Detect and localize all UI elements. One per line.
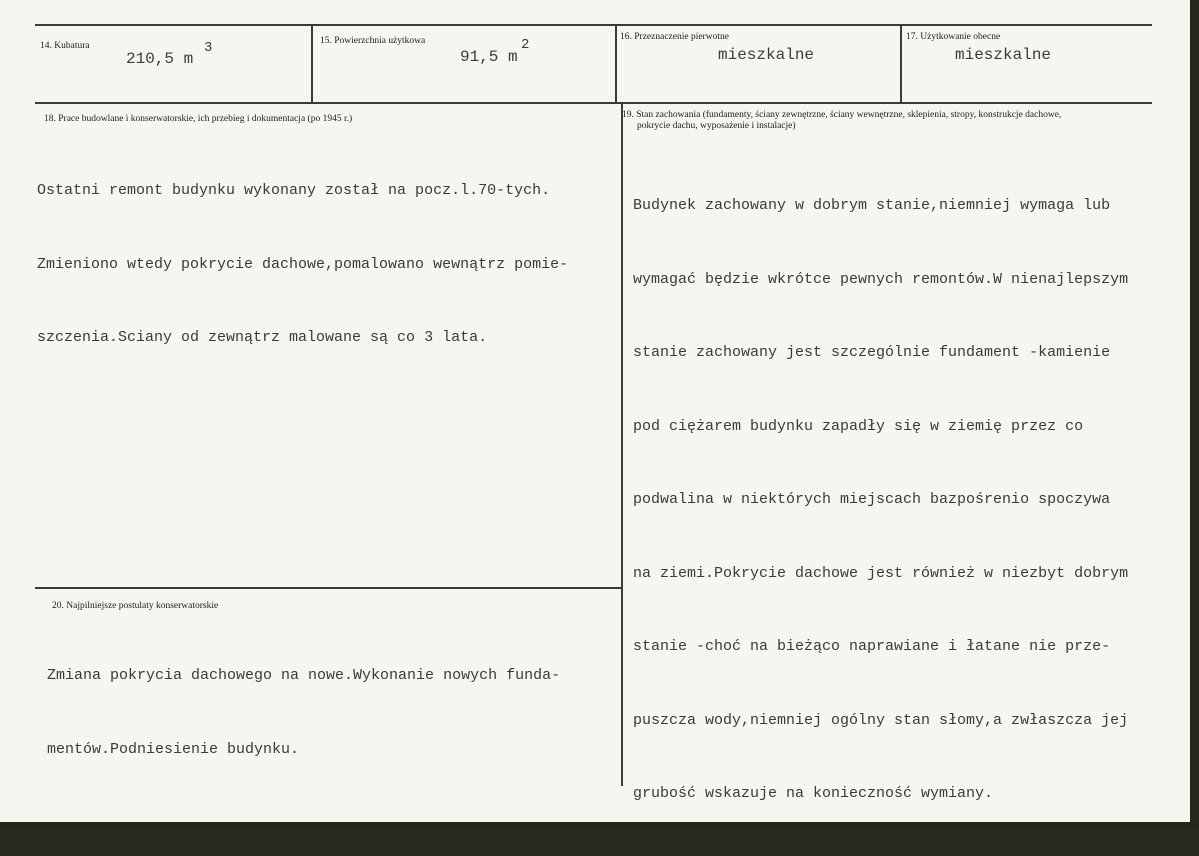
text-line: Budynek zachowany w dobrym stanie,niemniej wymaga lub [633,197,1111,214]
text-line: mentów.Podniesienie budynku. [47,740,300,758]
field-17-value: mieszkalne [955,46,1052,64]
field-16-value: mieszkalne [718,46,815,64]
field-14-label: 14. Kubatura [40,41,90,51]
top-rule [35,24,1152,26]
scan-edge-right [1190,0,1199,830]
divider-v-14-15 [311,24,313,104]
field-18-label: 18. Prace budowlane i konserwatorskie, ich przebieg i dokumentacja (po 1945 r.) [44,114,353,124]
text-line: podwalina w niektórych miejscach bazpośrenio spoczywa [633,491,1111,508]
field-19-label-line1: 19. Stan zachowania (fundamenty, ściany zewnętrzne, ściany wewnętrzne, sklepienia, stropy, konstrukcje dachowe, [622,110,1062,120]
rule-above-20 [35,587,622,589]
field-15-unit-exponent: 2 [521,37,530,53]
text-line: grubość wskazuje na konieczność wymiany. [633,785,994,802]
text-line: stanie zachowany jest szczególnie fundament -kamienie [633,344,1111,361]
divider-v-16-17 [900,24,902,104]
field-14-unit-exponent: 3 [204,40,213,56]
field-15-label: 15. Powierzchnia użytkowa [320,36,426,46]
field-18-text [37,130,568,400]
field-19-text [633,145,1128,856]
divider-v-main [621,102,623,786]
field-16-label: 16. Przeznaczenie pierwotne [620,32,729,42]
field-15-value: 91,5 m [460,48,518,66]
field-20-label: 20. Najpilniejsze postulaty konserwatorskie [52,601,219,611]
text-line: stanie -choć na bieżąco naprawiane i łatane nie prze- [633,638,1111,655]
field-17-label: 17. Użytkowanie obecne [906,32,1001,42]
text-line: puszcza wody,niemniej ogólny stan słomy,a zwłaszcza jej [633,711,1129,729]
text-line: na ziemi.Pokrycie dachowe jest również w niezbyt dobrym [633,564,1129,582]
field-19-label-line2: pokrycie dachu, wyposażenie i instalacje) [637,121,796,131]
field-20-text [47,615,560,811]
field-14-value: 210,5 m [126,50,194,68]
scan-edge-bottom [0,822,1199,830]
text-line: Zmiana pokrycia dachowego na nowe.Wykonanie nowych funda- [47,667,561,684]
text-line: Ostatni remont budynku wykonany został na pocz.l.70-tych. [37,182,551,199]
text-line: szczenia.Sciany od zewnątrz malowane są co 3 lata. [37,329,488,346]
divider-v-15-16 [615,24,617,104]
mid-rule [35,102,1152,104]
text-line: pod ciężarem budynku zapadły się w ziemię przez co [633,417,1084,435]
text-line: Zmieniono wtedy pokrycie dachowe,pomalowano wewnątrz pomie- [37,255,569,273]
text-line: wymagać będzie wkrótce pewnych remontów.W nienajlepszym [633,270,1129,288]
